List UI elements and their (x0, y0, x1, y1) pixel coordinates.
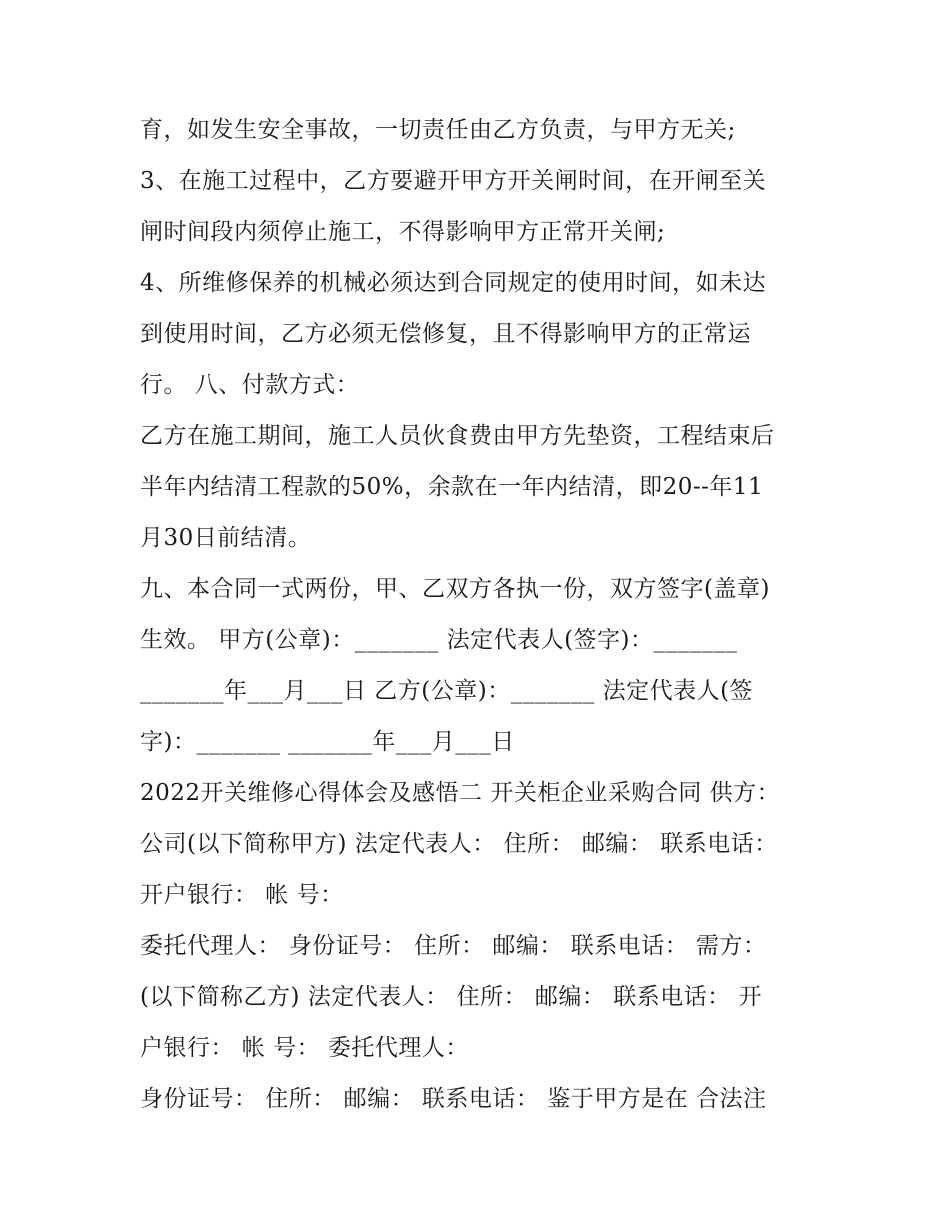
text-line: 开户银行： 帐 号： (140, 882, 344, 908)
text-line: 行。 八、付款方式： (140, 372, 360, 398)
text-line: (以下简称乙方) 法定代表人： 住所： 邮编： 联系电话： 开 (140, 984, 763, 1010)
text-line: 到使用时间，乙方必须无偿修复，且不得影响甲方的正常运 (140, 321, 751, 347)
document-body (140, 105, 840, 1125)
text-line: 闸时间段内须停止施工，不得影响甲方正常开关闸; (140, 219, 666, 245)
text-line: 月30日前结清。 (140, 525, 312, 551)
text-line: 字)：_______ _______年___月___日 (140, 729, 515, 755)
text-line: 生效。 甲方(公章)：_______ 法定代表人(签字)：_______ (140, 627, 738, 653)
text-line: 九、本合同一式两份，甲、乙双方各执一份，双方签字(盖章) (140, 576, 770, 602)
text-line: 委托代理人： 身份证号： 住所： 邮编： 联系电话： 需方： (140, 933, 767, 959)
text-line: 4、所维修保养的机械必须达到合同规定的使用时间，如未达 (140, 270, 767, 296)
text-line: 公司(以下简称甲方) 法定代表人： 住所： 邮编： 联系电话： (140, 831, 778, 857)
text-line: 3、在施工过程中，乙方要避开甲方开关闸时间，在开闸至关 (140, 168, 767, 194)
text-line: 乙方在施工期间，施工人员伙食费由甲方先垫资，工程结束后 (140, 423, 775, 449)
text-line: 户银行： 帐 号： 委托代理人： (140, 1035, 469, 1061)
text-line: 身份证号： 住所： 邮编： 联系电话： 鉴于甲方是在 合法注 (140, 1086, 767, 1112)
text-line: _______年___月___日 乙方(公章)：_______ 法定代表人(签 (140, 678, 754, 704)
text-line: 育，如发生安全事故，一切责任由乙方负责，与甲方无关; (140, 117, 736, 143)
text-line: 半年内结清工程款的50%，余款在一年内结清，即20--年11 (140, 474, 764, 500)
text-line: 2022开关维修心得体会及感悟二 开关柜企业采购合同 供方： (140, 780, 781, 806)
